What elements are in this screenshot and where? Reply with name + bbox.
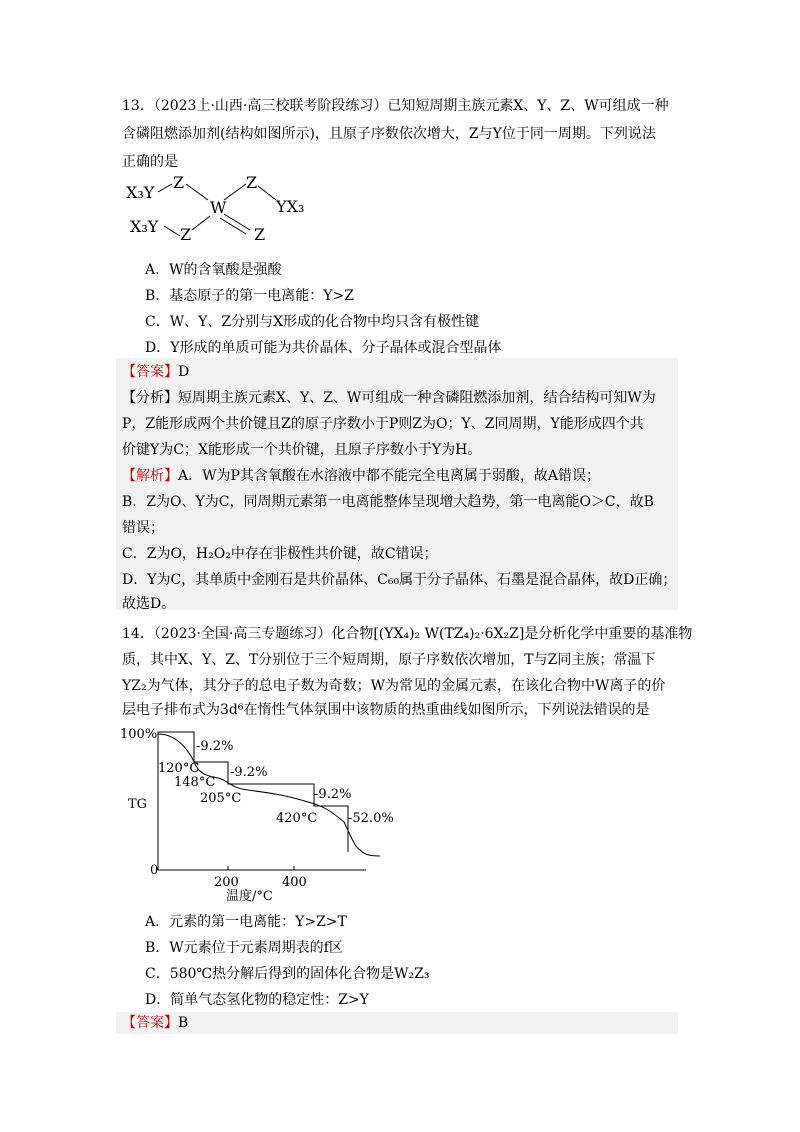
q13-explain-line-3: 错误； bbox=[122, 520, 164, 536]
temp-label-205: 205°C bbox=[200, 791, 242, 806]
x3y-bottom: X₃Y bbox=[130, 217, 159, 236]
x-tick-400: 400 bbox=[282, 875, 307, 890]
temp-label-120: 120°C bbox=[158, 761, 200, 776]
z-bottom-left: Z bbox=[180, 225, 192, 244]
q14-line-4: 层电子排布式为3d⁶在惰性气体氛围中该物质的热重曲线如图所示，下列说法错误的是 bbox=[122, 702, 650, 718]
q13-option-a: A．W的含氧酸是强酸 bbox=[145, 262, 282, 278]
analysis-tag: 【分析】 bbox=[122, 390, 178, 406]
q13-option-d: D．Y形成的单质可能为共价晶体、分子晶体或混合型晶体 bbox=[145, 340, 502, 356]
step-label-4: -52.0% bbox=[348, 811, 394, 826]
q13-explain-line-5: D．Y为C，其单质中金刚石是共价晶体、C₆₀属于分子晶体、石墨是混合晶体，故D正确； bbox=[122, 572, 677, 588]
answer-value: B bbox=[178, 1015, 189, 1031]
structure-diagram bbox=[118, 170, 318, 250]
q14-line-2: 质，其中X、Y、Z、T分别位于三个短周期，原子序数依次增加，T与Z同主族；常温下 bbox=[122, 652, 656, 668]
x3y-top: X₃Y bbox=[126, 183, 155, 202]
step-label-3: -9.2% bbox=[314, 787, 352, 802]
q14-option-c: C．580℃热分解后得到的固体化合物是W₂Z₃ bbox=[145, 966, 430, 982]
explain-tag: 【解析】 bbox=[122, 468, 178, 484]
q14-line-3: YZ₂为气体，其分子的总电子数为奇数；W为常见的金属元素，在该化合物中W离子的价 bbox=[122, 678, 666, 694]
z-bottom-right: Z bbox=[254, 225, 266, 244]
w-atom: W bbox=[210, 198, 227, 217]
q13-explain-line-2: B．Z为O、Y为C，同周期元素第一电离能整体呈现增大趋势，第一电离能O＞C，故B bbox=[122, 494, 654, 510]
x-tick-200: 200 bbox=[214, 875, 239, 890]
step-label-2: -9.2% bbox=[230, 765, 268, 780]
z-top-right: Z bbox=[246, 173, 258, 192]
q14-answer-box bbox=[116, 1012, 678, 1034]
y-axis-label: TG bbox=[128, 797, 148, 812]
q13-analysis-line-1: 【分析】短周期主族元素X、Y、Z、W可组成一种含磷阻燃添加剂，结合结构可知W为 bbox=[122, 390, 656, 406]
temp-label-148: 148°C bbox=[174, 775, 216, 790]
answer-tag: 【答案】 bbox=[122, 1015, 178, 1031]
q14-option-a: A．元素的第一电离能：Y>Z>T bbox=[145, 914, 347, 930]
q13-option-c: C．W、Y、Z分别与X形成的化合物中均只含有极性键 bbox=[145, 314, 480, 330]
y-top-label: 100% bbox=[120, 727, 158, 742]
q13-analysis-line-3: 价键Y为C；X能形成一个共价键，且原子序数小于Y为H。 bbox=[122, 442, 482, 458]
y-zero-label: 0 bbox=[150, 863, 159, 878]
q13-explain-line-4: C．Z为O，H₂O₂中存在非极性共价键，故C错误； bbox=[122, 546, 438, 562]
q13-line-2: 含磷阻燃添加剂(结构如图所示)，且原子序数依次增大，Z与Y位于同一周期。下列说法 bbox=[122, 126, 656, 142]
q14-answer bbox=[122, 1013, 188, 1033]
q13-answer bbox=[122, 362, 189, 382]
q13-explain-line-1: 【解析】A．W为P其含氧酸在水溶液中都不能完全电离属于弱酸，故A错误； bbox=[122, 468, 601, 484]
z-top-left: Z bbox=[173, 173, 185, 192]
q13-explain-line-6: 故选D。 bbox=[122, 596, 176, 612]
q14-option-b: B．W元素位于元素周期表的f区 bbox=[145, 940, 343, 956]
x-axis-label: 温度/°C bbox=[226, 889, 273, 902]
q13-line-1: 13．（2023上·山西·高三校联考阶段练习）已知短周期主族元素X、Y、Z、W可组成一种 bbox=[122, 98, 669, 114]
q13-line-3: 正确的是 bbox=[122, 154, 178, 170]
yx3: YX₃ bbox=[276, 197, 305, 216]
answer-value: D bbox=[178, 364, 190, 380]
tg-chart bbox=[118, 722, 418, 902]
temp-label-420: 420°C bbox=[276, 811, 318, 826]
q13-analysis-line-2: P，Z能形成两个共价键且Z的原子序数小于P则Z为O；Y、Z同周期，Y能形成四个共 bbox=[122, 416, 644, 432]
step-label-1: -9.2% bbox=[196, 739, 234, 754]
q14-option-d: D．简单气态氢化物的稳定性：Z>Y bbox=[145, 992, 369, 1008]
q14-line-1: 14．（2023·全国·高三专题练习）化合物[(YX₄)₂ W(TZ₄)₂·6X₂Z]是分析化学中重要的基准物 bbox=[122, 626, 693, 642]
q13-option-b: B．基态原子的第一电离能：Y>Z bbox=[145, 288, 354, 304]
answer-tag: 【答案】 bbox=[122, 364, 178, 380]
